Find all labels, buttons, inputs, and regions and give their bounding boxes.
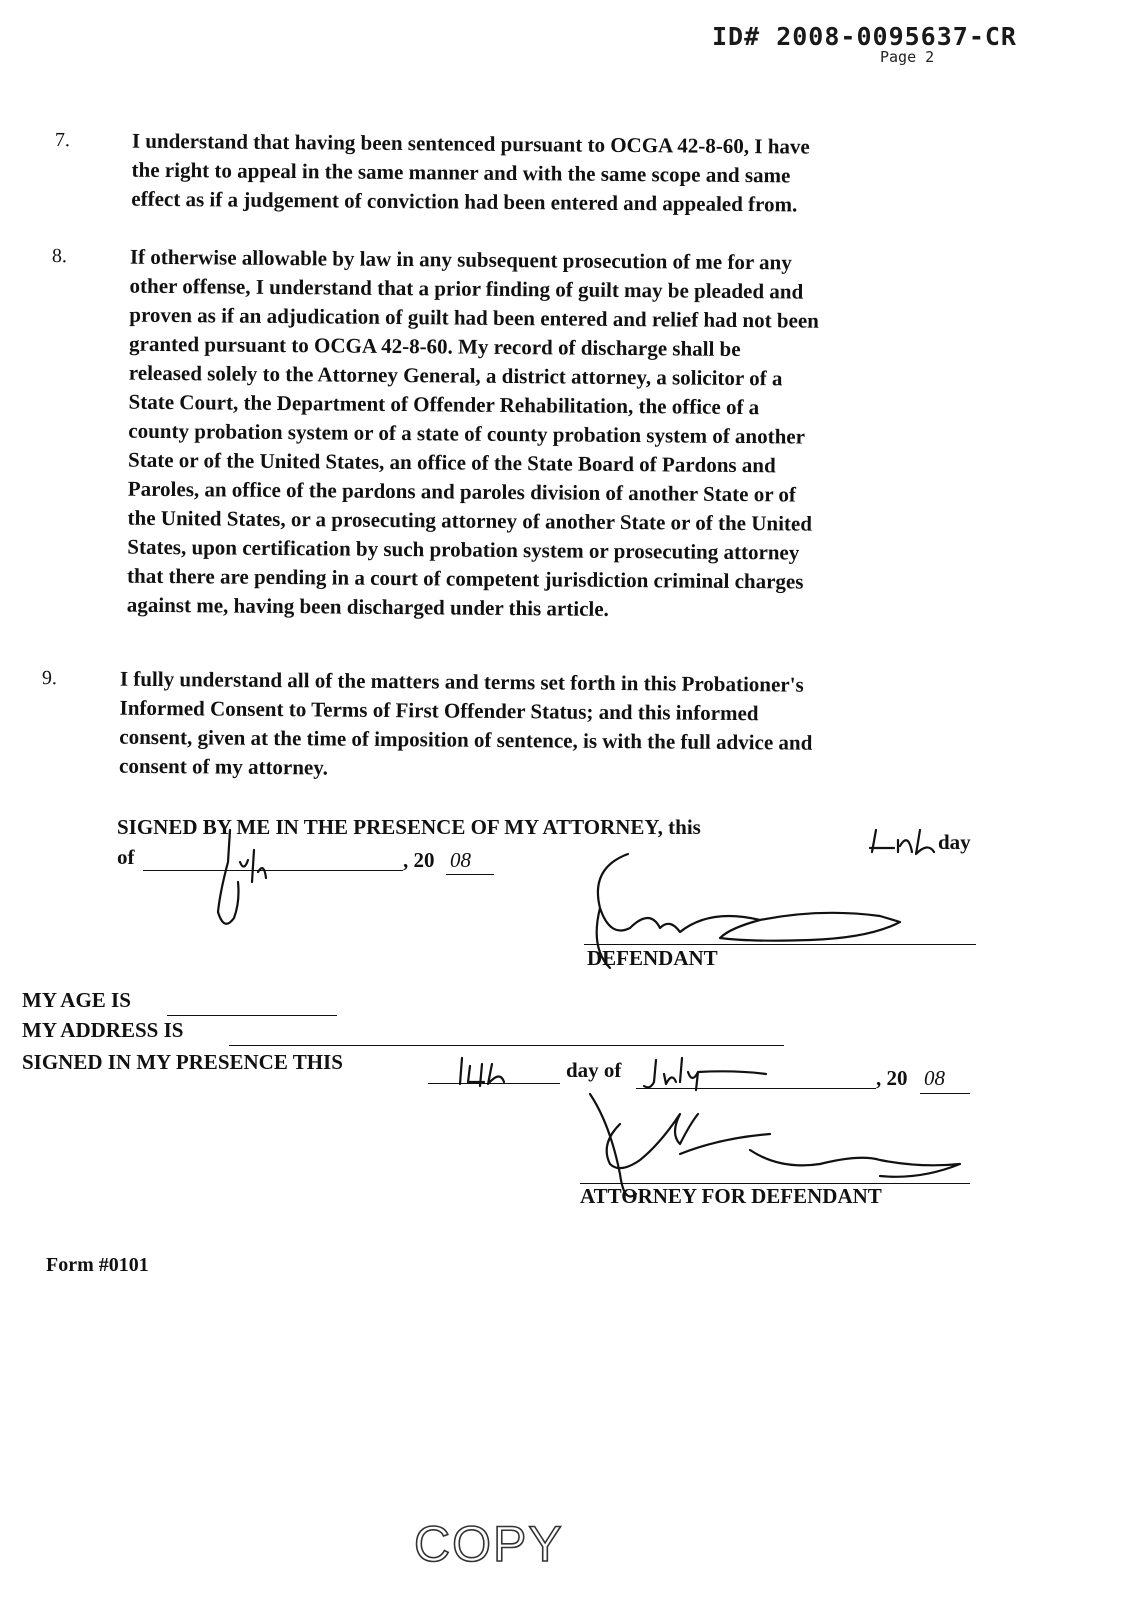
defendant-signature-line: [584, 944, 976, 945]
clause-line: If otherwise allowable by law in any subsequent prosecution of me for any: [129, 244, 792, 275]
clause-line: released solely to the Attorney General, a district attorney, a solicitor of a: [128, 360, 783, 391]
clause-line: State Court, the Department of Offender Rehabilitation, the office of a: [128, 389, 760, 420]
clause-line: State or of the United States, an office of the State Board of Pardons and: [127, 447, 776, 478]
form-number: Form #0101: [46, 1254, 149, 1276]
year-prefix: , 20: [403, 848, 435, 872]
page-number: Page 2: [880, 48, 935, 66]
signed-by-me-text: SIGNED BY ME IN THE PRESENCE OF MY ATTORNEY, this: [117, 815, 701, 839]
clause-line: county probation system or of a state of county probation system of another: [128, 418, 806, 449]
clause-line: proven as if an adjudication of guilt had been entered and relief had not been: [129, 302, 820, 333]
attorney-day-line: [428, 1083, 560, 1084]
day-of-label: day of: [566, 1058, 622, 1082]
clause-line: the right to appeal in the same manner and with the same scope and same: [131, 157, 791, 188]
year-line: [446, 874, 494, 875]
clause-9: [41, 664, 1002, 780]
clause-line: against me, having been discharged under this article.: [126, 592, 609, 621]
age-label: MY AGE IS: [22, 988, 131, 1012]
attorney-label: ATTORNEY FOR DEFENDANT: [580, 1184, 882, 1208]
clause-text: [131, 127, 810, 220]
clause-line: effect as if a judgement of conviction had been entered and appealed from.: [131, 186, 798, 217]
copy-watermark: COPY: [414, 1516, 564, 1572]
address-label: MY ADDRESS IS: [22, 1018, 184, 1042]
clause-text: [119, 665, 813, 787]
clause-8: [51, 242, 1012, 621]
clause-line: consent of my attorney.: [119, 753, 329, 780]
attorney-year-value: 08: [924, 1066, 945, 1090]
address-line: [229, 1045, 784, 1046]
attorney-year-prefix: , 20: [876, 1066, 908, 1090]
clause-line: Paroles, an office of the pardons and paroles division of another State or of: [127, 476, 797, 507]
clause-number: 7.: [54, 128, 70, 152]
clause-number: 9.: [41, 666, 57, 690]
handwritten-month-defendant: [200, 822, 280, 932]
age-line: [167, 1015, 337, 1016]
clause-line: Informed Consent to Terms of First Offender Status; and this informed: [119, 695, 759, 726]
clause-line: I fully understand all of the matters and terms set forth in this Probationer's: [119, 666, 804, 697]
clause-7: [54, 126, 1015, 217]
handwritten-day-attorney: [440, 1054, 540, 1094]
clause-line: I understand that having been sentenced pursuant to OCGA 42-8-60, I have: [131, 128, 810, 159]
day-word: day: [938, 830, 971, 854]
clause-line: States, upon certification by such probation system or prosecuting attorney: [127, 534, 800, 565]
clause-line: granted pursuant to OCGA 42-8-60. My record of discharge shall be: [129, 331, 741, 362]
clause-line: the United States, or a prosecuting attorney of another State or of the United: [127, 505, 813, 536]
clause-line: that there are pending in a court of competent jurisdiction criminal charges: [126, 563, 804, 594]
clause-line: consent, given at the time of imposition of sentence, is with the full advice and: [119, 724, 813, 755]
case-id-stamp: ID# 2008-0095637-CR: [712, 22, 1017, 51]
defendant-label: DEFENDANT: [587, 946, 718, 970]
clause-text: [127, 243, 820, 626]
year-value: 08: [450, 848, 471, 872]
clause-line: other offense, I understand that a prior finding of guilt may be pleaded and: [129, 273, 804, 304]
of-word: of: [117, 845, 135, 869]
clause-number: 8.: [51, 244, 67, 268]
signed-in-presence-label: SIGNED IN MY PRESENCE THIS: [22, 1050, 343, 1074]
